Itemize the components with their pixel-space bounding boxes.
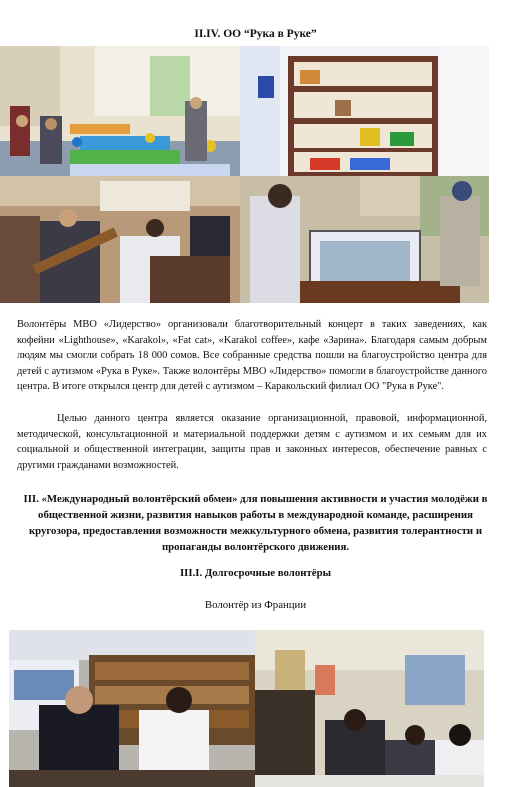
- section-3-heading: III. «Международный волонтёрский обмен» для повышения активности и участия молодёжи в общественной жизни, развития навыков работы в международной команде, расширения кругозора, предоставления возможности межкультурного обмена, развития толерантности и пропаганды волонтёрского движения.: [23, 493, 488, 553]
- subsection-caption: Волонтёр из Франции: [204, 599, 307, 611]
- photo-meeting: [255, 630, 484, 787]
- photo-toy-shelf: [240, 46, 489, 176]
- subsection-heading: III.I. Долгосрочные волонтёры: [179, 567, 332, 579]
- photo-library: [9, 630, 255, 787]
- paragraph-center-goal: Целью данного центра является оказание организационной, правовой, информационной, методической, консультационной и материальной поддержки детям с аутизмом и их семьям для их социальной и общественной интеграции, защиты прав и законных интересов, обеспечение равных с другими гражданами возможностей.: [17, 413, 487, 471]
- photo-volunteers: [240, 176, 489, 303]
- photo-classroom: [0, 46, 240, 176]
- photo-concert: [0, 176, 240, 303]
- section-title: II.IV. ОО “Рука в Руке”: [194, 28, 317, 40]
- paragraph-concert: Волонтёры МВО «Лидерство» организовали благотворительный концерт в таких заведениях, как кофейни «Lighthouse», «Karakol», «Fat cat», «Karakol coffee», кафе «Зарина». Благодаря самым добрым людям мы смогли собрать 18 000 сомов. Все собранные средства пошли на благоустройство центра для детей с аутизмом «Рука в Руке». Также волонтёры МВО «Лидерство» помогли в благоустройстве данного центра. В итоге открылся центр для детей с аутизмом – Каракольский филиал ОО "Рука в Руке".: [17, 319, 487, 393]
